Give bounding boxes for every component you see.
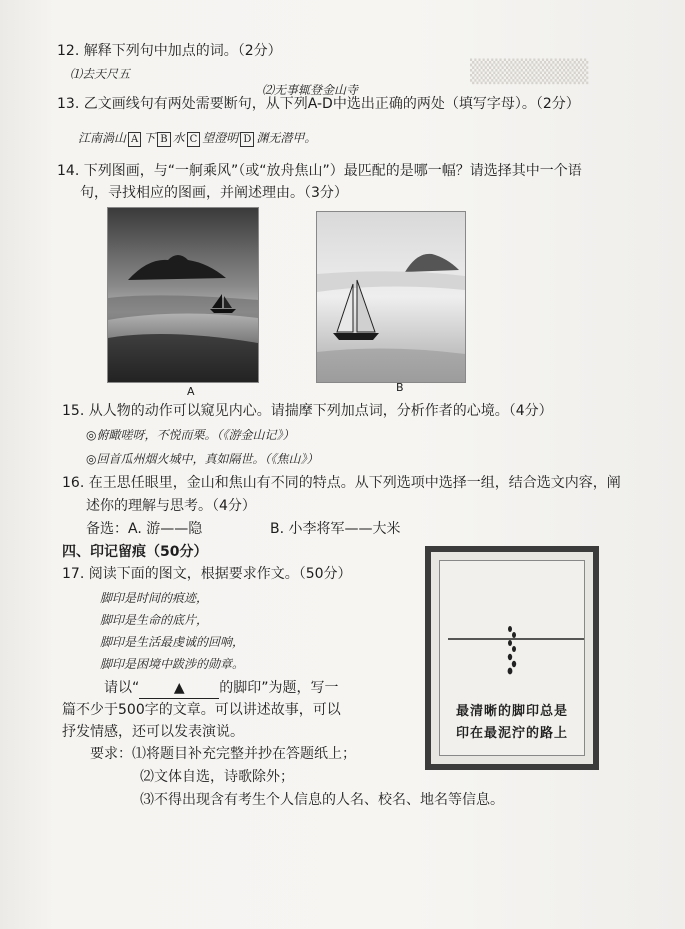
q17-requirement-2: ⑵文体自选，诗歌除外； bbox=[140, 769, 294, 785]
q17-poem-line1: 脚印是时间的痕迹， bbox=[100, 591, 209, 605]
q14-line1: 14. 下列图画，与“一舸乘风”（或“放舟焦山”）最匹配的是哪一幅？请选择其中一个语 bbox=[57, 163, 582, 179]
q13-box-d: D bbox=[240, 132, 254, 147]
q16-line2: 述你的理解与思考。（4分） bbox=[86, 498, 256, 514]
q13-part-2: 下 bbox=[143, 131, 156, 145]
painting-b-svg bbox=[317, 212, 465, 382]
q15-item2: ◎回首瓜州烟火城中，真如隔世。（《焦山》） bbox=[86, 452, 319, 466]
q17-prompt-open: 请以“ bbox=[104, 680, 140, 696]
q12-item2: ⑵无事辄登金山寺 bbox=[262, 83, 359, 97]
painting-a-svg bbox=[108, 208, 258, 382]
q17-poem-line3: 脚印是生活最虔诚的回响， bbox=[100, 635, 245, 649]
painting-b bbox=[316, 211, 466, 383]
q13-box-a: A bbox=[128, 132, 141, 147]
q17-title-blank bbox=[139, 678, 219, 699]
blank-triangle-marker: ▲ bbox=[173, 680, 185, 696]
q13-stem: 13. 乙文画线句有两处需要断句，从下列A-D中选出正确的两处（填写字母）。（2分） bbox=[57, 96, 580, 112]
footprint-illustration bbox=[440, 561, 592, 681]
q17-prompt-close: 的脚印”为题，写一 bbox=[219, 680, 339, 696]
section-4-title: 四、印记留痕（50分） bbox=[62, 544, 208, 560]
q16-option-a: 备选：A. 游——隐 bbox=[86, 521, 203, 537]
painting-a-label: A bbox=[187, 385, 195, 398]
painting-b-label: B bbox=[396, 381, 404, 394]
q16-option-b: B. 小李将军——大米 bbox=[270, 521, 401, 537]
poster-caption-line2: 印在最泥泞的路上 bbox=[455, 726, 568, 741]
q12-stem: 12. 解释下列句中加点的词。（2分） bbox=[57, 43, 282, 59]
q17-requirement-3: ⑶不得出现含有考生个人信息的人名、校名、地名等信息。 bbox=[140, 792, 504, 808]
footprint-poster bbox=[425, 546, 599, 770]
q16-line1: 16. 在王思任眼里，金山和焦山有不同的特点。从下列选项中选择一组，结合选文内容，阐 bbox=[62, 475, 621, 491]
painting-a bbox=[107, 207, 259, 383]
q17-prompt-line2: 篇不少于500字的文章。可以讲述故事，可以 bbox=[62, 702, 341, 718]
q17-poem-line4: 脚印是困境中跋涉的勋章。 bbox=[100, 657, 245, 671]
q17-requirement-1: 要求：⑴将题目补充完整并抄在答题纸上； bbox=[90, 746, 356, 762]
q12-item1: ⑴去天尺五 bbox=[70, 67, 131, 81]
q15-stem: 15. 从人物的动作可以窥见内心。请揣摩下列加点词，分析作者的心境。（4分） bbox=[62, 403, 553, 419]
poster-inner bbox=[439, 560, 585, 756]
q17-prompt-line3: 抒发情感，还可以发表演说。 bbox=[62, 724, 244, 740]
q14-line2: 句，寻找相应的图画，并阐述理由。（3分） bbox=[80, 185, 348, 201]
poster-caption bbox=[446, 701, 578, 745]
bleed-through-decoration: ▒▒▒▒▒▒▒ bbox=[470, 60, 589, 85]
q13-box-b: B bbox=[157, 132, 170, 147]
q17-stem: 17. 阅读下面的图文，根据要求作文。（50分） bbox=[62, 566, 352, 582]
q17-poem-line2: 脚印是生命的底片， bbox=[100, 613, 209, 627]
q13-part-4: 望澄明 bbox=[202, 131, 239, 145]
poster-caption-line1: 最清晰的脚印总是 bbox=[455, 704, 568, 719]
q13-part-5: 渊无潜甲。 bbox=[256, 131, 317, 145]
q13-part-3: 水 bbox=[172, 131, 185, 145]
q13-sentence bbox=[78, 128, 316, 148]
q13-part-1: 江南渦山 bbox=[78, 131, 127, 145]
q13-box-c: C bbox=[187, 132, 201, 147]
q17-prompt-line1 bbox=[104, 678, 339, 699]
q15-item1: ◎俯瞰嗟呀，不悦而栗。（《游金山记》） bbox=[86, 428, 295, 442]
